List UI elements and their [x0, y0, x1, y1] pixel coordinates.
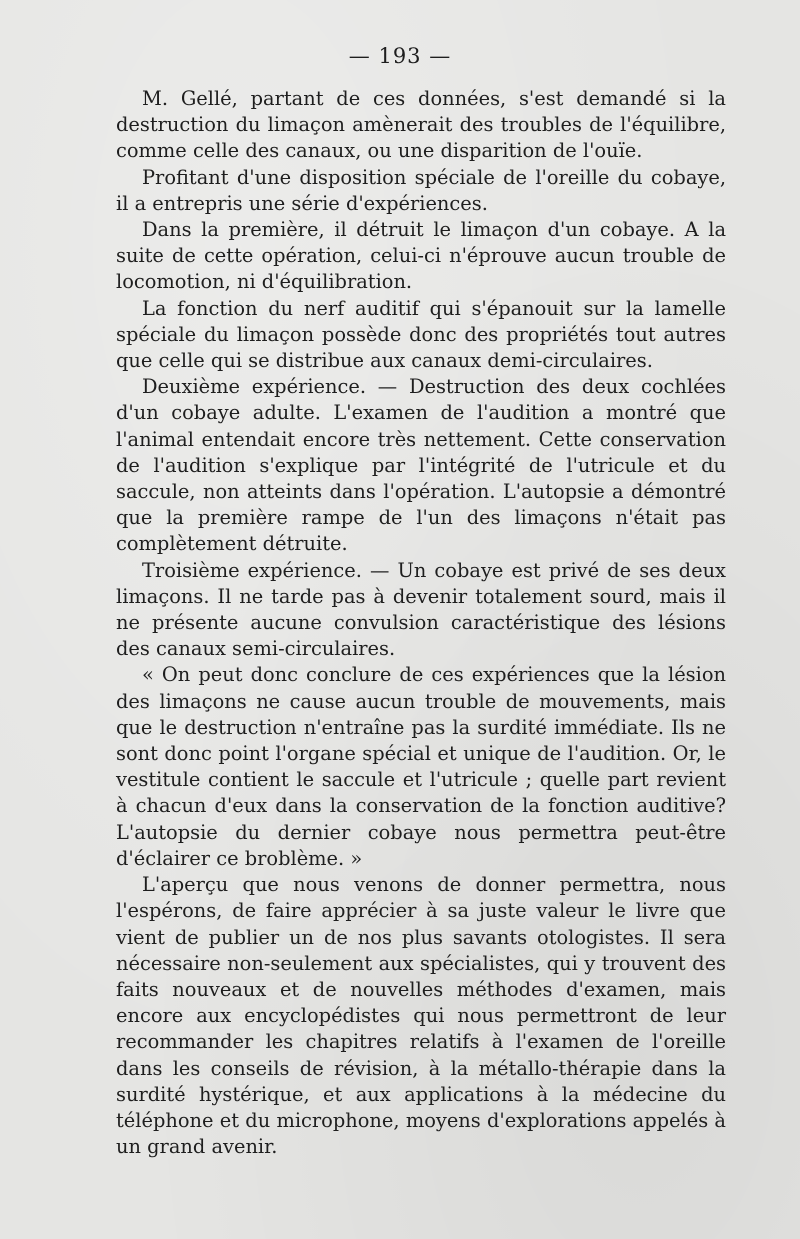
- paragraph-first-experiment: Dans la première, il détruit le limaçon d'un cobaye. A la suite de cette opération, celui-ci n'éprouve aucun trouble de locomotion, ni d'équilibration.: [116, 218, 726, 294]
- body-text: [116, 86, 726, 1160]
- paragraph-book-review: L'aperçu que nous venons de donner permettra, nous l'espérons, de faire apprécier à sa juste valeur le livre que vient de publier un de nos plus savants otologistes. Il sera nécessaire non-seulement aux spécialistes, qui y trouvent des faits nouveaux et de nouvelles méthodes d'examen, mais encore aux encyclopédistes qui nous permettront de leur recommander les chapitres relatifs à l'examen de l'oreille dans les conseils de révision, à la métallo-thérapie dans la surdité hystérique, et aux applications à la médecine du téléphone et du microphone, moyens d'explorations appelés à un grand avenir.: [116, 873, 726, 1159]
- paragraph-second-experiment: Deuxième expérience. — Destruction des deux cochlées d'un cobaye adulte. L'examen de l'audition a montré que l'animal entendait encore très nettement. Cette conservation de l'audition s'explique par l'intégrité de l'utricule et du saccule, non atteints dans l'opération. L'autopsie a démontré que la première rampe de l'un des limaçons n'était pas complètement détruite.: [116, 375, 726, 556]
- paragraph-quoted-conclusion: « On peut donc conclure de ces expériences que la lésion des limaçons ne cause aucun trouble de mouvements, mais que le destruction n'entraîne pas la surdité immédiate. Ils ne sont donc point l'organe spécial et unique de l'audition. Or, le vestitule contient le saccule et l'utricule ; quelle part revient à chacun d'eux dans la conservation de la fonction auditive? L'autopsie du dernier cobaye nous permettra peut-être d'éclairer ce broblème. »: [116, 663, 726, 870]
- page-number: — 193 —: [348, 44, 452, 68]
- paragraph-gelle-question: M. Gellé, partant de ces données, s'est demandé si la destruction du limaçon amènerait des troubles de l'équilibre, comme celle des canaux, ou une disparition de l'ouïe.: [116, 87, 726, 163]
- paragraph-third-experiment: Troisième expérience. — Un cobaye est privé de ses deux limaçons. Il ne tarde pas à devenir totalement sourd, mais il ne présente aucune convulsion caractéristique des lésions des canaux semi-circulaires.: [116, 558, 726, 661]
- paragraph-nerve-function: La fonction du nerf auditif qui s'épanouit sur la lamelle spéciale du limaçon possède donc des propriétés tout autres que celle qui se distribue aux canaux demi-circulaires.: [116, 296, 726, 373]
- paragraph-experiment-setup: Profitant d'une disposition spéciale de l'oreille du cobaye, il a entrepris une série d'expériences.: [116, 165, 726, 215]
